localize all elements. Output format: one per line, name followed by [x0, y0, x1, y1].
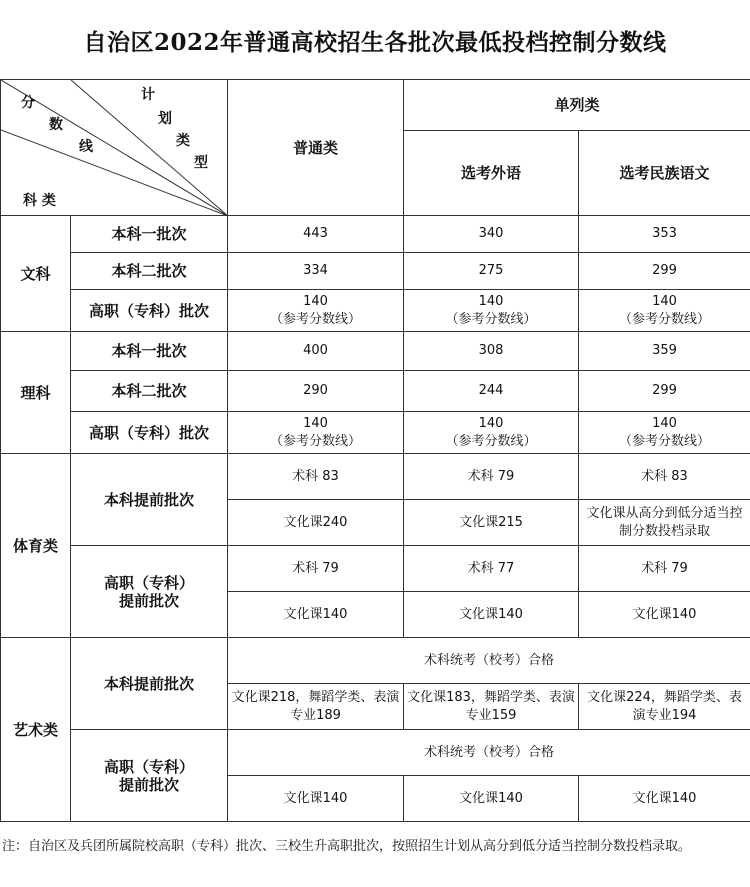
category-yishu: 艺术类 [1, 638, 71, 822]
score-cell: 术科统考（校考）合格 [228, 638, 750, 684]
score-cell: 290 [228, 371, 404, 412]
batch-label: 本科二批次 [71, 371, 228, 412]
score-value: 140 [652, 293, 677, 309]
score-cell: 244 [404, 371, 579, 412]
footnote: 注：自治区及兵团所属院校高职（专科）批次、三校生升高职批次，按照招生计划从高分到低分适当控制分数投档录取。 [2, 839, 692, 854]
score-cell: 文化课140 [579, 776, 750, 822]
header-putong: 普通类 [228, 80, 404, 216]
score-cell [404, 290, 579, 332]
batch-label: 本科提前批次 [71, 454, 228, 546]
score-cell: 术科 83 [228, 454, 404, 500]
batch-label-line1: 高职（专科） [103, 757, 194, 776]
score-cell: 340 [404, 216, 579, 253]
batch-label: 本科二批次 [71, 253, 228, 290]
category-tiyu: 体育类 [1, 454, 71, 638]
header-minzu: 选考民族语文 [579, 131, 750, 216]
score-table [0, 79, 750, 822]
diagonal-header-cell [1, 80, 228, 216]
score-cell: 文化课140 [404, 776, 579, 822]
diag-label-hua: 划 [158, 111, 172, 127]
score-value: 140 [652, 415, 677, 431]
score-cell: 299 [579, 371, 750, 412]
score-cell: 275 [404, 253, 579, 290]
score-cell: 术科 79 [404, 454, 579, 500]
ref-note: （参考分数线） [619, 433, 711, 449]
score-cell: 443 [228, 216, 404, 253]
score-cell [404, 412, 579, 454]
score-value: 140 [478, 293, 504, 309]
batch-label: 高职（专科）批次 [71, 290, 228, 332]
batch-label: 本科一批次 [71, 332, 228, 371]
score-cell [228, 412, 404, 454]
diag-label-lei: 类 [176, 133, 190, 149]
ref-note: （参考分数线） [269, 311, 361, 327]
score-cell: 文化课从高分到低分适当控制分数投档录取 [579, 500, 750, 546]
score-cell: 334 [228, 253, 404, 290]
score-value: 140 [303, 415, 328, 431]
score-cell: 术科 79 [579, 546, 750, 592]
score-cell: 文化课140 [404, 592, 579, 638]
ref-note: （参考分数线） [445, 311, 537, 327]
score-cell: 文化课140 [228, 592, 404, 638]
batch-label [71, 546, 228, 638]
ref-note: （参考分数线） [269, 433, 361, 449]
score-cell: 文化课224，舞蹈学类、表演专业194 [579, 684, 750, 730]
diag-label-fen: 分 [21, 95, 35, 111]
score-cell: 400 [228, 332, 404, 371]
score-cell: 术科 77 [404, 546, 579, 592]
batch-label: 本科一批次 [71, 216, 228, 253]
diag-label-xian: 线 [79, 139, 93, 155]
score-cell: 353 [579, 216, 750, 253]
score-cell: 文化课183，舞蹈学类、表演专业159 [404, 684, 579, 730]
ref-note: （参考分数线） [445, 433, 537, 449]
page-title: 自治区2022年普通高校招生各批次最低投档控制分数线 [83, 28, 667, 56]
score-cell: 术科 79 [228, 546, 404, 592]
diag-label-shu: 数 [49, 117, 63, 133]
score-cell: 文化课215 [404, 500, 579, 546]
score-cell: 文化课240 [228, 500, 404, 546]
diag-label-ji: 计 [141, 87, 155, 103]
header-waiyu: 选考外语 [404, 131, 579, 216]
score-cell [228, 290, 404, 332]
batch-label-line2: 提前批次 [118, 775, 179, 794]
score-value: 140 [303, 293, 328, 309]
header-danlie: 单列类 [404, 80, 750, 131]
score-cell: 文化课140 [228, 776, 404, 822]
batch-label-line2: 提前批次 [118, 591, 179, 610]
score-value: 140 [478, 415, 504, 431]
score-cell: 文化课140 [579, 592, 750, 638]
batch-label: 本科提前批次 [71, 638, 228, 730]
diag-label-xing: 型 [194, 155, 208, 171]
batch-label: 高职（专科）批次 [71, 412, 228, 454]
diag-label-kelei: 科 类 [23, 193, 56, 209]
category-wenke: 文科 [1, 216, 71, 332]
score-cell: 术科统考（校考）合格 [228, 730, 750, 776]
batch-label-line1: 高职（专科） [103, 573, 194, 592]
score-cell [579, 412, 750, 454]
score-cell: 文化课218，舞蹈学类、表演专业189 [228, 684, 404, 730]
score-cell: 359 [579, 332, 750, 371]
score-cell [579, 290, 750, 332]
score-cell: 308 [404, 332, 579, 371]
batch-label [71, 730, 228, 822]
score-cell: 术科 83 [579, 454, 750, 500]
ref-note: （参考分数线） [619, 311, 711, 327]
category-like: 理科 [1, 332, 71, 454]
score-cell: 299 [579, 253, 750, 290]
